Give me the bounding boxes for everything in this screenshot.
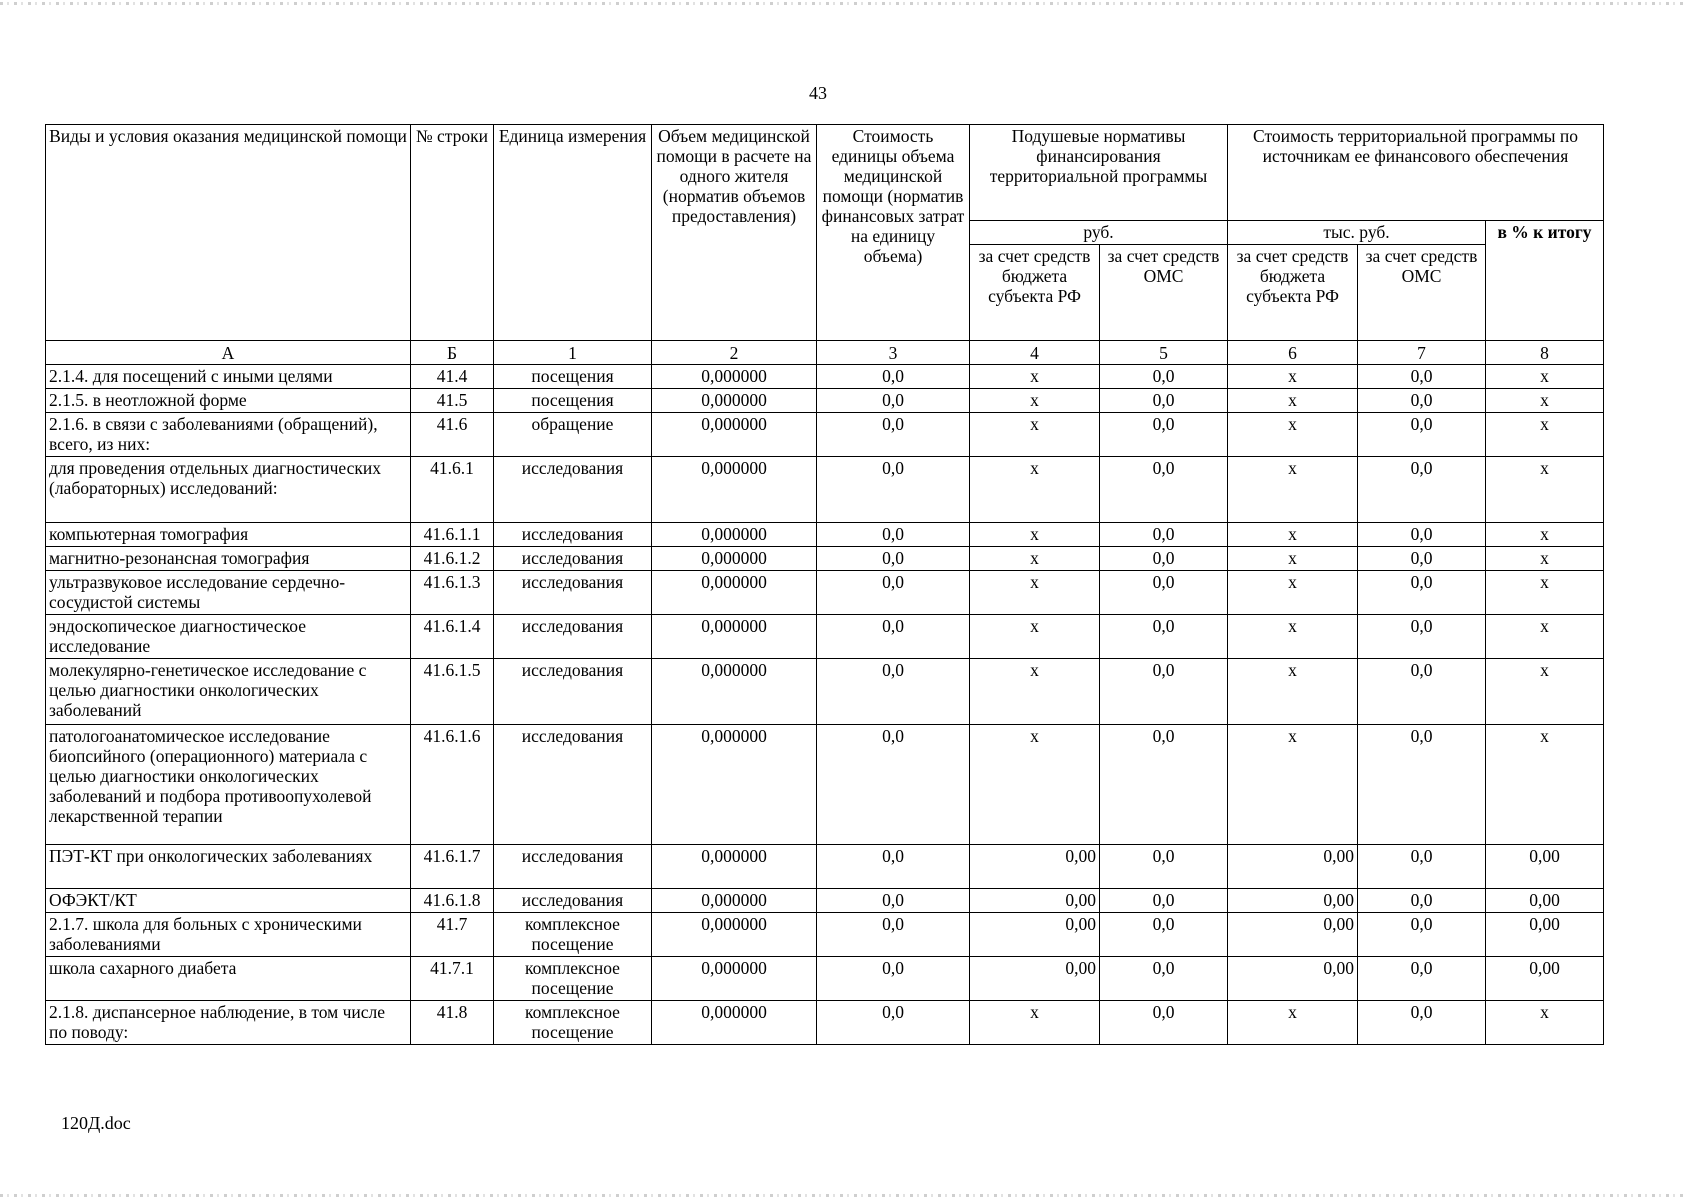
header-unit-rub: руб.: [970, 221, 1228, 245]
row-norm-oms: 0,0: [1100, 659, 1228, 725]
row-number: 41.6.1.3: [411, 571, 494, 615]
row-number: 41.6.1.8: [411, 889, 494, 913]
row-norm-budget: х: [970, 725, 1100, 845]
row-unit-cost: 0,0: [817, 615, 970, 659]
row-cost-budget: х: [1228, 523, 1358, 547]
table-row: [46, 457, 1604, 523]
row-volume: 0,000000: [652, 957, 817, 1001]
header-group-cost: Стоимость территориальной программы по источникам ее финансового обеспечения: [1228, 125, 1604, 221]
column-number: 7: [1358, 341, 1486, 365]
row-norm-budget: х: [970, 523, 1100, 547]
row-name: 2.1.6. в связи с заболеваниями (обращений), всего, из них:: [46, 413, 411, 457]
row-name: компьютерная томография: [46, 523, 411, 547]
column-number: 4: [970, 341, 1100, 365]
row-unit: исследования: [494, 889, 652, 913]
row-cost-budget: х: [1228, 1001, 1358, 1045]
row-norm-oms: 0,0: [1100, 1001, 1228, 1045]
row-name: патологоанатомическое исследование биопсийного (операционного) материала с целью диагностики онкологических заболеваний и подбора противоопухолевой лекарственной терапии: [46, 725, 411, 845]
row-unit: исследования: [494, 659, 652, 725]
row-percent-total: х: [1486, 1001, 1604, 1045]
row-name: эндоскопическое диагностическое исследование: [46, 615, 411, 659]
header-col-a: Виды и условия оказания медицинской помощи: [46, 125, 411, 341]
row-cost-oms: 0,0: [1358, 365, 1486, 389]
row-cost-oms: 0,0: [1358, 1001, 1486, 1045]
table-row: [46, 957, 1604, 1001]
row-percent-total: 0,00: [1486, 889, 1604, 913]
row-cost-budget: 0,00: [1228, 957, 1358, 1001]
row-unit: исследования: [494, 571, 652, 615]
row-volume: 0,000000: [652, 365, 817, 389]
row-norm-oms: 0,0: [1100, 889, 1228, 913]
row-volume: 0,000000: [652, 725, 817, 845]
table-row: [46, 571, 1604, 615]
row-cost-budget: 0,00: [1228, 889, 1358, 913]
header-cost-oms: за счет средств ОМС: [1358, 245, 1486, 341]
row-unit: комплексное посещение: [494, 957, 652, 1001]
row-name: 2.1.4. для посещений с иными целями: [46, 365, 411, 389]
header-norms-budget: за счет средств бюджета субъекта РФ: [970, 245, 1100, 341]
row-percent-total: х: [1486, 523, 1604, 547]
row-norm-budget: х: [970, 1001, 1100, 1045]
row-cost-oms: 0,0: [1358, 659, 1486, 725]
row-unit-cost: 0,0: [817, 725, 970, 845]
row-number: 41.6.1.5: [411, 659, 494, 725]
row-cost-oms: 0,0: [1358, 389, 1486, 413]
row-number: 41.5: [411, 389, 494, 413]
row-volume: 0,000000: [652, 389, 817, 413]
row-norm-budget: х: [970, 659, 1100, 725]
row-norm-budget: 0,00: [970, 845, 1100, 889]
row-name: магнитно-резонансная томография: [46, 547, 411, 571]
row-norm-oms: 0,0: [1100, 957, 1228, 1001]
row-norm-oms: 0,0: [1100, 457, 1228, 523]
row-number: 41.7: [411, 913, 494, 957]
row-norm-oms: 0,0: [1100, 615, 1228, 659]
row-norm-budget: х: [970, 389, 1100, 413]
row-unit: исследования: [494, 523, 652, 547]
row-unit-cost: 0,0: [817, 913, 970, 957]
row-norm-oms: 0,0: [1100, 571, 1228, 615]
row-cost-oms: 0,0: [1358, 889, 1486, 913]
row-volume: 0,000000: [652, 845, 817, 889]
row-unit: исследования: [494, 547, 652, 571]
row-unit: исследования: [494, 457, 652, 523]
row-norm-budget: 0,00: [970, 889, 1100, 913]
row-unit: посещения: [494, 365, 652, 389]
row-name: ПЭТ-КТ при онкологических заболеваниях: [46, 845, 411, 889]
column-number: 3: [817, 341, 970, 365]
row-cost-oms: 0,0: [1358, 457, 1486, 523]
table-row: [46, 523, 1604, 547]
row-unit-cost: 0,0: [817, 889, 970, 913]
row-norm-budget: х: [970, 547, 1100, 571]
row-unit: исследования: [494, 845, 652, 889]
row-cost-oms: 0,0: [1358, 957, 1486, 1001]
table-row: [46, 547, 1604, 571]
table-row: [46, 659, 1604, 725]
table-row: [46, 615, 1604, 659]
column-numbers-row: [46, 341, 1604, 365]
row-percent-total: х: [1486, 615, 1604, 659]
row-number: 41.6.1.2: [411, 547, 494, 571]
scan-edge-top: [0, 2, 1686, 5]
row-norm-budget: 0,00: [970, 913, 1100, 957]
row-norm-oms: 0,0: [1100, 389, 1228, 413]
row-percent-total: х: [1486, 413, 1604, 457]
row-cost-oms: 0,0: [1358, 571, 1486, 615]
row-unit: комплексное посещение: [494, 913, 652, 957]
row-percent-total: 0,00: [1486, 845, 1604, 889]
header-cost-budget: за счет средств бюджета субъекта РФ: [1228, 245, 1358, 341]
row-volume: 0,000000: [652, 457, 817, 523]
column-number: 6: [1228, 341, 1358, 365]
row-name: для проведения отдельных диагностических (лабораторных) исследований:: [46, 457, 411, 523]
row-name: ультразвуковое исследование сердечно-сосудистой системы: [46, 571, 411, 615]
row-number: 41.4: [411, 365, 494, 389]
column-number: 8: [1486, 341, 1604, 365]
row-name: 2.1.7. школа для больных с хроническими заболеваниями: [46, 913, 411, 957]
row-cost-budget: х: [1228, 659, 1358, 725]
row-number: 41.6.1.7: [411, 845, 494, 889]
row-volume: 0,000000: [652, 1001, 817, 1045]
row-number: 41.6.1: [411, 457, 494, 523]
row-name: школа сахарного диабета: [46, 957, 411, 1001]
row-cost-oms: 0,0: [1358, 725, 1486, 845]
row-percent-total: х: [1486, 659, 1604, 725]
row-cost-oms: 0,0: [1358, 413, 1486, 457]
header-col-b: № строки: [411, 125, 494, 341]
row-cost-oms: 0,0: [1358, 845, 1486, 889]
table-row: [46, 725, 1604, 845]
row-cost-budget: 0,00: [1228, 845, 1358, 889]
row-cost-budget: х: [1228, 389, 1358, 413]
column-number: 2: [652, 341, 817, 365]
header-unit-thousand-rub: тыс. руб.: [1228, 221, 1486, 245]
financing-table: [45, 124, 1604, 1045]
row-percent-total: х: [1486, 571, 1604, 615]
row-norm-oms: 0,0: [1100, 523, 1228, 547]
row-number: 41.7.1: [411, 957, 494, 1001]
row-unit-cost: 0,0: [817, 1001, 970, 1045]
row-norm-budget: х: [970, 571, 1100, 615]
column-number: Б: [411, 341, 494, 365]
row-volume: 0,000000: [652, 571, 817, 615]
row-unit: исследования: [494, 725, 652, 845]
row-volume: 0,000000: [652, 413, 817, 457]
row-cost-budget: 0,00: [1228, 913, 1358, 957]
row-percent-total: х: [1486, 457, 1604, 523]
row-name: молекулярно-генетическое исследование с целью диагностики онкологических заболеваний: [46, 659, 411, 725]
row-percent-total: 0,00: [1486, 913, 1604, 957]
row-unit-cost: 0,0: [817, 547, 970, 571]
row-number: 41.6: [411, 413, 494, 457]
row-number: 41.6.1.4: [411, 615, 494, 659]
table-row: [46, 413, 1604, 457]
table-row: [46, 389, 1604, 413]
table-row: [46, 889, 1604, 913]
header-col-3: Стоимость единицы объема медицинской помощи (норматив финансовых затрат на единицу объема): [817, 125, 970, 341]
row-percent-total: х: [1486, 725, 1604, 845]
row-unit-cost: 0,0: [817, 571, 970, 615]
row-cost-budget: х: [1228, 571, 1358, 615]
row-norm-oms: 0,0: [1100, 725, 1228, 845]
header-percent-total: в % к итогу: [1486, 221, 1604, 341]
row-volume: 0,000000: [652, 889, 817, 913]
row-cost-budget: х: [1228, 413, 1358, 457]
row-unit: исследования: [494, 615, 652, 659]
footer-filename: 120Д.doc: [61, 1113, 131, 1133]
row-cost-oms: 0,0: [1358, 615, 1486, 659]
row-percent-total: 0,00: [1486, 957, 1604, 1001]
row-norm-oms: 0,0: [1100, 547, 1228, 571]
row-cost-budget: х: [1228, 457, 1358, 523]
row-unit-cost: 0,0: [817, 957, 970, 1001]
row-unit: посещения: [494, 389, 652, 413]
row-volume: 0,000000: [652, 615, 817, 659]
row-unit-cost: 0,0: [817, 457, 970, 523]
header-col-2: Объем медицинской помощи в расчете на одного жителя (норматив объемов предоставления): [652, 125, 817, 341]
row-cost-oms: 0,0: [1358, 547, 1486, 571]
row-name: 2.1.5. в неотложной форме: [46, 389, 411, 413]
row-number: 41.6.1.6: [411, 725, 494, 845]
scan-edge-bottom: [0, 1194, 1686, 1197]
row-norm-oms: 0,0: [1100, 845, 1228, 889]
row-percent-total: х: [1486, 389, 1604, 413]
row-norm-budget: х: [970, 413, 1100, 457]
row-percent-total: х: [1486, 547, 1604, 571]
row-name: ОФЭКТ/КТ: [46, 889, 411, 913]
column-number: А: [46, 341, 411, 365]
row-unit: обращение: [494, 413, 652, 457]
row-cost-budget: х: [1228, 725, 1358, 845]
row-norm-oms: 0,0: [1100, 413, 1228, 457]
row-cost-budget: х: [1228, 547, 1358, 571]
row-unit-cost: 0,0: [817, 365, 970, 389]
column-number: 5: [1100, 341, 1228, 365]
row-norm-budget: х: [970, 365, 1100, 389]
row-norm-budget: х: [970, 615, 1100, 659]
row-norm-budget: х: [970, 457, 1100, 523]
header-group-norms: Подушевые нормативы финансирования территориальной программы: [970, 125, 1228, 221]
row-percent-total: х: [1486, 365, 1604, 389]
row-norm-oms: 0,0: [1100, 365, 1228, 389]
row-volume: 0,000000: [652, 523, 817, 547]
table-row: [46, 913, 1604, 957]
table-row: [46, 1001, 1604, 1045]
row-volume: 0,000000: [652, 659, 817, 725]
table-row: [46, 365, 1604, 389]
row-cost-oms: 0,0: [1358, 523, 1486, 547]
column-number: 1: [494, 341, 652, 365]
row-number: 41.6.1.1: [411, 523, 494, 547]
header-col-1: Единица измерения: [494, 125, 652, 341]
row-name: 2.1.8. диспансерное наблюдение, в том числе по поводу:: [46, 1001, 411, 1045]
header-norms-oms: за счет средств ОМС: [1100, 245, 1228, 341]
row-unit-cost: 0,0: [817, 523, 970, 547]
row-norm-oms: 0,0: [1100, 913, 1228, 957]
page-number: 43: [809, 83, 827, 103]
row-volume: 0,000000: [652, 547, 817, 571]
row-unit-cost: 0,0: [817, 389, 970, 413]
row-norm-budget: 0,00: [970, 957, 1100, 1001]
row-cost-budget: х: [1228, 615, 1358, 659]
row-cost-oms: 0,0: [1358, 913, 1486, 957]
row-number: 41.8: [411, 1001, 494, 1045]
row-cost-budget: х: [1228, 365, 1358, 389]
row-unit-cost: 0,0: [817, 659, 970, 725]
row-unit-cost: 0,0: [817, 845, 970, 889]
row-unit-cost: 0,0: [817, 413, 970, 457]
row-unit: комплексное посещение: [494, 1001, 652, 1045]
row-volume: 0,000000: [652, 913, 817, 957]
table-row: [46, 845, 1604, 889]
